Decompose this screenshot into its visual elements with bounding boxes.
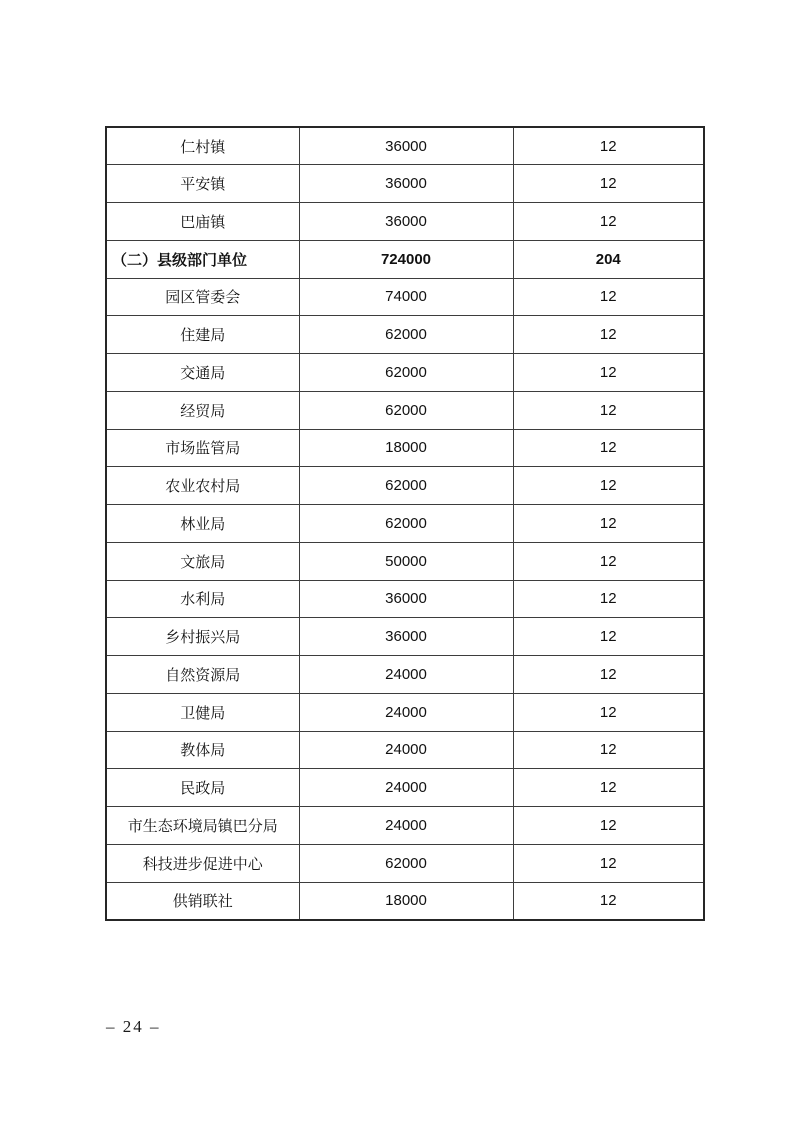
table-row: [106, 580, 704, 618]
amount-cell: 24000: [299, 693, 513, 731]
table-row: [106, 731, 704, 769]
unit-cell: 民政局: [106, 769, 299, 807]
count-cell: 12: [513, 656, 704, 694]
count-cell: 12: [513, 467, 704, 505]
table-row: [106, 693, 704, 731]
count-cell: 204: [513, 240, 704, 278]
count-cell: 12: [513, 316, 704, 354]
table-row: [106, 467, 704, 505]
count-cell: 12: [513, 391, 704, 429]
unit-cell: 教体局: [106, 731, 299, 769]
table-row: [106, 316, 704, 354]
unit-cell: 自然资源局: [106, 656, 299, 694]
unit-cell: 市场监管局: [106, 429, 299, 467]
amount-cell: 36000: [299, 203, 513, 241]
table-row: [106, 844, 704, 882]
unit-cell: 水利局: [106, 580, 299, 618]
amount-cell: 36000: [299, 618, 513, 656]
count-cell: 12: [513, 693, 704, 731]
table-row: [106, 127, 704, 165]
count-cell: 12: [513, 127, 704, 165]
unit-cell: 平安镇: [106, 165, 299, 203]
unit-cell: 林业局: [106, 505, 299, 543]
table-row: [106, 505, 704, 543]
table-row: [106, 354, 704, 392]
budget-table-body: [106, 127, 704, 920]
amount-cell: 62000: [299, 505, 513, 543]
count-cell: 12: [513, 505, 704, 543]
count-cell: 12: [513, 807, 704, 845]
amount-cell: 62000: [299, 316, 513, 354]
amount-cell: 36000: [299, 165, 513, 203]
amount-cell: 24000: [299, 807, 513, 845]
budget-table: [105, 126, 705, 921]
amount-cell: 62000: [299, 844, 513, 882]
amount-cell: 36000: [299, 580, 513, 618]
table-row: [106, 618, 704, 656]
unit-cell: 经贸局: [106, 391, 299, 429]
table-row: [106, 429, 704, 467]
unit-cell: 市生态环境局镇巴分局: [106, 807, 299, 845]
unit-cell: 文旅局: [106, 542, 299, 580]
amount-cell: 36000: [299, 127, 513, 165]
count-cell: 12: [513, 542, 704, 580]
table-row: [106, 656, 704, 694]
count-cell: 12: [513, 429, 704, 467]
unit-cell: 科技进步促进中心: [106, 844, 299, 882]
count-cell: 12: [513, 769, 704, 807]
table-row: [106, 278, 704, 316]
amount-cell: 50000: [299, 542, 513, 580]
amount-cell: 24000: [299, 769, 513, 807]
unit-cell: 巴庙镇: [106, 203, 299, 241]
count-cell: 12: [513, 165, 704, 203]
count-cell: 12: [513, 203, 704, 241]
count-cell: 12: [513, 731, 704, 769]
table-row: [106, 769, 704, 807]
amount-cell: 24000: [299, 731, 513, 769]
table-row: [106, 542, 704, 580]
amount-cell: 62000: [299, 391, 513, 429]
count-cell: 12: [513, 278, 704, 316]
table-row: [106, 165, 704, 203]
unit-cell: 交通局: [106, 354, 299, 392]
table-row: [106, 203, 704, 241]
amount-cell: 62000: [299, 354, 513, 392]
unit-cell: 仁村镇: [106, 127, 299, 165]
amount-cell: 724000: [299, 240, 513, 278]
count-cell: 12: [513, 354, 704, 392]
unit-cell: 住建局: [106, 316, 299, 354]
amount-cell: 24000: [299, 656, 513, 694]
amount-cell: 74000: [299, 278, 513, 316]
unit-cell: 乡村振兴局: [106, 618, 299, 656]
table-row: [106, 240, 704, 278]
page-number: – 24 –: [106, 1017, 161, 1036]
unit-cell: 供销联社: [106, 882, 299, 920]
amount-cell: 18000: [299, 429, 513, 467]
table-row: [106, 807, 704, 845]
count-cell: 12: [513, 618, 704, 656]
amount-cell: 62000: [299, 467, 513, 505]
amount-cell: 18000: [299, 882, 513, 920]
table-row: [106, 391, 704, 429]
unit-cell: 农业农村局: [106, 467, 299, 505]
count-cell: 12: [513, 882, 704, 920]
unit-cell: 卫健局: [106, 693, 299, 731]
count-cell: 12: [513, 844, 704, 882]
unit-cell: 园区管委会: [106, 278, 299, 316]
unit-cell: （二）县级部门单位: [106, 240, 299, 278]
table-row: [106, 882, 704, 920]
count-cell: 12: [513, 580, 704, 618]
